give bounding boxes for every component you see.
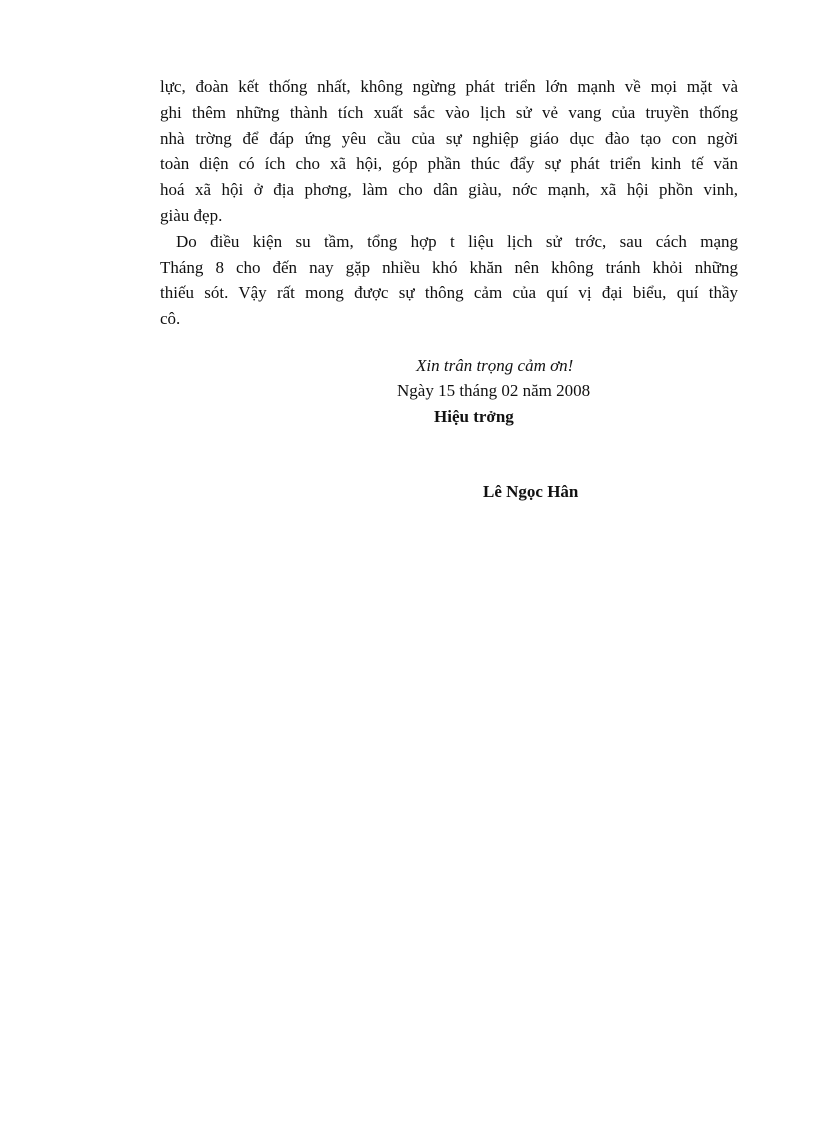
paragraph-line: nhà trờng để đáp ứng yêu cầu của sự nghiệp giáo dục đào tạo con ngời — [160, 128, 738, 148]
signer-title: Hiệu trởng — [434, 407, 514, 426]
paragraph-line: cô. — [160, 309, 181, 329]
paragraph-line: ghi thêm những thành tích xuất sắc vào lịch sử vẻ vang của truyền thống — [160, 102, 738, 122]
paragraph-line: thiếu sót. Vậy rất mong được sự thông cảm của quí vị đại biểu, quí thầy — [160, 283, 738, 303]
closing-thanks: Xin trân trọng cảm ơn! — [416, 356, 574, 375]
paragraph-line: toàn diện có ích cho xã hội, góp phần thúc đẩy sự phát triển kinh tế văn — [160, 154, 738, 174]
paragraph-line: giàu đẹp. — [160, 205, 223, 225]
paragraph-line: hoá xã hội ở địa phơng, làm cho dân giàu, nớc mạnh, xã hội phồn vinh, — [160, 180, 738, 200]
paragraph-line: Do điều kiện su tầm, tổng hợp t liệu lịch sử trớc, sau cách mạng — [176, 231, 738, 251]
paragraph-line: Tháng 8 cho đến nay gặp nhiều khó khăn nên không tránh khỏi những — [160, 257, 738, 277]
paragraph-2 — [160, 229, 738, 332]
paragraph-1 — [160, 74, 738, 229]
paragraph-line: lực, đoàn kết thống nhất, không ngừng phát triển lớn mạnh về mọi mặt và — [160, 77, 738, 96]
body-text — [160, 74, 738, 332]
signer-name: Lê Ngọc Hân — [483, 482, 579, 501]
signature-date: Ngày 15 tháng 02 năm 2008 — [397, 381, 591, 400]
